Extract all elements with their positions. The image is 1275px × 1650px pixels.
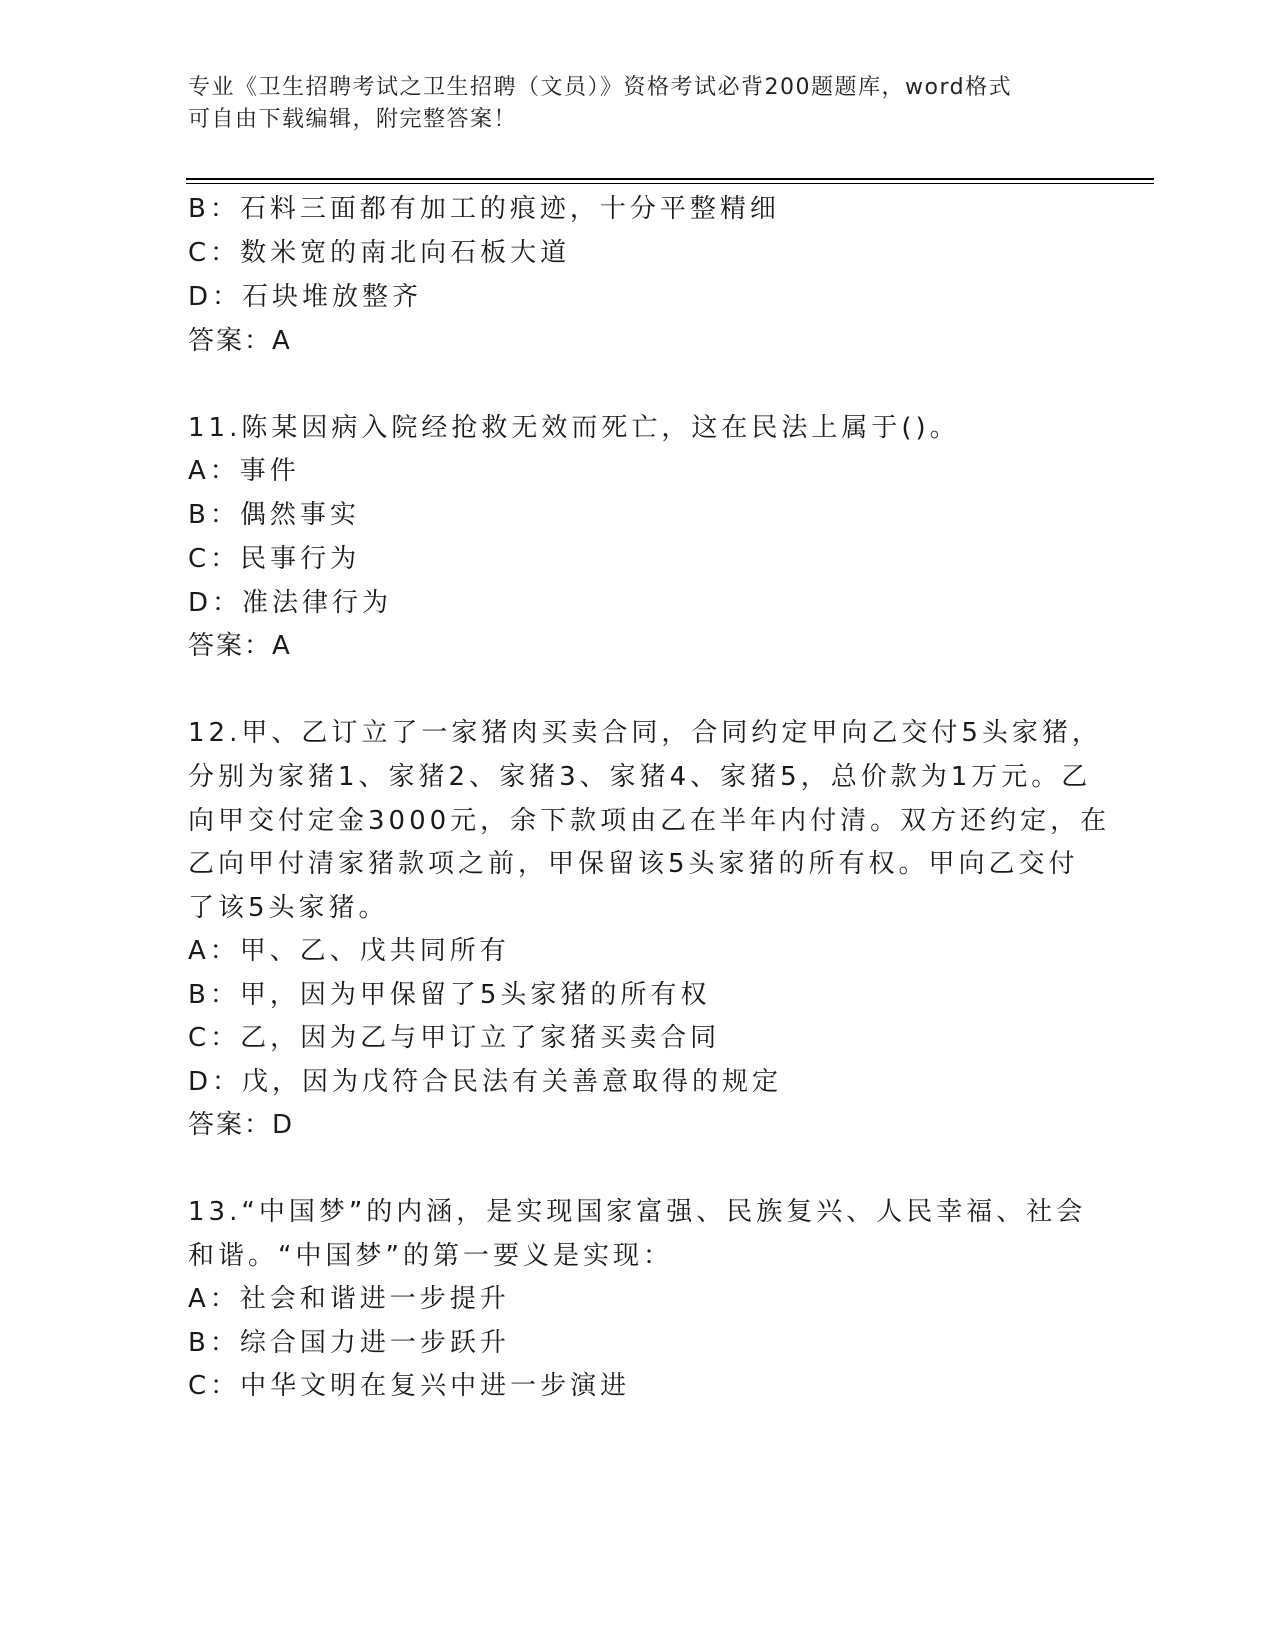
q12-stem-line-1: 12.甲、乙订立了一家猪肉买卖合同，合同约定甲向乙交付5头家猪， (188, 718, 1102, 748)
q11-answer: 答案：A (188, 631, 292, 661)
q13-stem-line-1: 13.“中国梦”的内涵，是实现国家富强、民族复兴、人民幸福、社会 (188, 1197, 1087, 1227)
q12-stem-line-5: 了该5头家猪。 (188, 893, 389, 923)
header-line-1: 专业《卫生招聘考试之卫生招聘（文员）》资格考试必背200题题库，word格式 (188, 75, 1013, 100)
q11-option-d: D：准法律行为 (188, 588, 393, 618)
q10-option-c: C：数米宽的南北向石板大道 (188, 238, 571, 268)
q11-option-b: B：偶然事实 (188, 500, 360, 530)
header-divider-thin (186, 183, 1154, 184)
q10-option-b: B：石料三面都有加工的痕迹，十分平整精细 (188, 194, 780, 224)
q13-option-a: A：社会和谐进一步提升 (188, 1284, 510, 1314)
q11-option-c: C：民事行为 (188, 544, 361, 574)
document-header (188, 72, 1068, 136)
q13-stem-line-2: 和谐。“中国梦”的第一要义是实现： (188, 1241, 673, 1271)
header-divider-thick (186, 178, 1154, 180)
header-line-2: 可自由下载编辑，附完整答案！ (188, 107, 518, 132)
q10-option-d: D：石块堆放整齐 (188, 282, 423, 312)
q11-stem: 11.陈某因病入院经抢救无效而死亡，这在民法上属于()。 (188, 413, 960, 443)
q12-option-a: A：甲、乙、戊共同所有 (188, 936, 510, 966)
q11-option-a: A：事件 (188, 456, 300, 486)
q12-option-b: B：甲，因为甲保留了5头家猪的所有权 (188, 980, 711, 1010)
q12-stem-line-2: 分别为家猪1、家猪2、家猪3、家猪4、家猪5，总价款为1万元。乙 (188, 762, 1092, 792)
q12-answer: 答案：D (188, 1110, 295, 1140)
q10-answer: 答案：A (188, 326, 292, 356)
q12-option-d: D：戊，因为戊符合民法有关善意取得的规定 (188, 1067, 783, 1097)
q12-option-c: C：乙，因为乙与甲订立了家猪买卖合同 (188, 1023, 721, 1053)
q12-stem-line-4: 乙向甲付清家猪款项之前，甲保留该5头家猪的所有权。甲向乙交付 (188, 849, 1079, 879)
q12-stem-line-3: 向甲交付定金3000元，余下款项由乙在半年内付清。双方还约定，在 (188, 806, 1111, 836)
q13-option-c: C：中华文明在复兴中进一步演进 (188, 1371, 631, 1401)
q13-option-b: B：综合国力进一步跃升 (188, 1328, 510, 1358)
